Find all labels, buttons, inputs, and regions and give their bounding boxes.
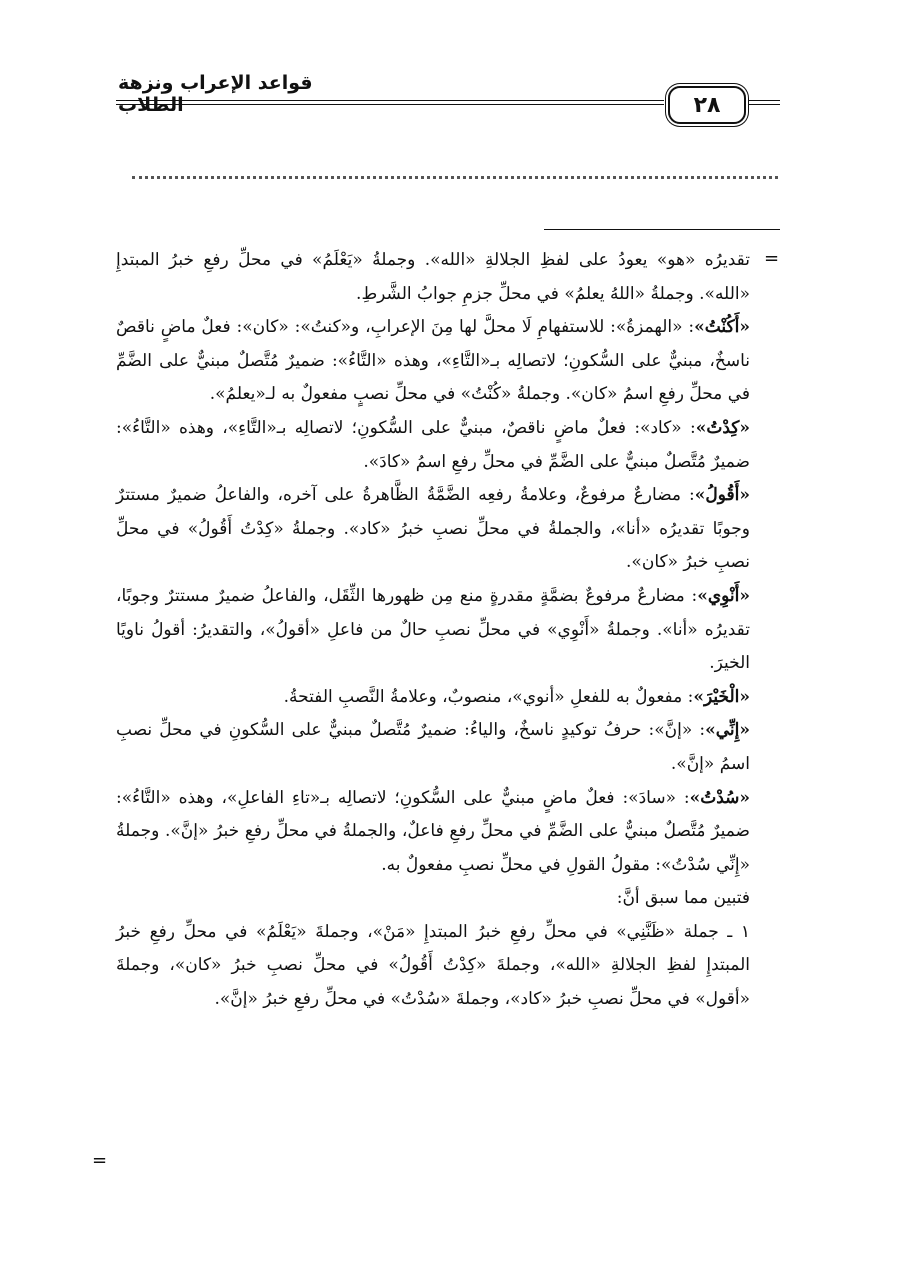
- paragraph: «إِنِّي»: «إنَّ»: حرفُ توكيدٍ ناسخٌ، والياءُ: ضميرٌ مُتَّصلٌ مبنيٌّ على السُّكونِ في محلِّ نصبِ اسمُ «إنَّ».: [116, 720, 750, 774]
- paragraph-lead: «كِدْتُ»: [695, 417, 750, 438]
- footnote-rule: [544, 229, 780, 230]
- header-rule-right-bottom: [748, 104, 780, 105]
- paragraph: تقديرُه «هو» يعودُ على لفظِ الجلالةِ «الله». وجملةُ «يَعْلَمُ» في محلِّ رفعِ خبرُ المبتدإِ «الله». وجملةُ «اللهُ يعلمُ» في محلِّ جزمِ جوابُ الشَّرطِ.: [116, 250, 750, 304]
- paragraph-lead: «إِنِّي»: [705, 720, 750, 741]
- paragraph: «أَقُولُ»: مضارعٌ مرفوعٌ، وعلامةُ رفعِه الضَّمَّةُ الظَّاهرةُ على آخره، والفاعلُ ضميرٌ مستترٌ وجوبًا تقديرُه «أنا»، والجملةُ في محلِّ نصبِ خبرُ «كاد». وجملةُ «كِدْتُ أَقُولُ» في محلِّ نصبِ خبرُ «كان».: [116, 485, 750, 573]
- paragraph-lead: «أَنْوِي»: [697, 585, 750, 606]
- paragraph-lead: «أَقُولُ»: [694, 485, 750, 506]
- paragraph-lead: «سُدْتُ»: [689, 787, 750, 808]
- book-title: قواعد الإعراب ونزهة الطلاب: [118, 72, 313, 116]
- continuation-mark-bottom: =: [92, 1150, 108, 1171]
- dotted-separator: [132, 176, 778, 179]
- paragraph: ١ ـ جملة «ظَنَّنِي» في محلِّ رفعِ خبرُ المبتدإِ «مَنْ»، وجملةَ «يَعْلَمُ» في محلِّ رفعِ خبرُ المبتدإِ لفظِ الجلالةِ «الله»، وجملةَ «كِدْتُ أَقُولُ» في محلِّ نصبِ خبرُ «كان»، وجملةَ «أقول» في محلِّ نصبِ خبرُ «كاد»، وجملةَ «سُدْتُ» في محلِّ رفعِ خبرُ «إنَّ».: [116, 921, 750, 1010]
- paragraph: فتبين مما سبق أنَّ:: [616, 888, 750, 909]
- header-rule-top: [116, 100, 664, 101]
- footnote-body: [116, 244, 750, 1017]
- continuation-mark-top: =: [764, 248, 780, 269]
- header-rule-bottom: [116, 104, 664, 105]
- paragraph: «الْخَيْرَ»: مفعولٌ به للفعلِ «أنوي»، منصوبٌ، وعلامةُ النَّصبِ الفتحةُ.: [283, 686, 750, 707]
- paragraph-lead: «أَكُنْتُ»: [694, 317, 750, 338]
- paragraph-lead: «الْخَيْرَ»: [693, 686, 750, 707]
- paragraph: «كِدْتُ»: «كاد»: فعلٌ ماضٍ ناقصٌ، مبنيٌّ على السُّكونِ؛ لاتصالِه بـ«التَّاءِ»، وهذه «التَّاءُ»: ضميرٌ مُتَّصلٌ مبنيٌّ على الضَّمِّ في محلِّ رفعِ اسمُ «كادَ».: [116, 417, 750, 472]
- paragraph: «سُدْتُ»: «سادَ»: فعلٌ ماضٍ مبنيٌّ على السُّكونِ؛ لاتصالِه بـ«تاءِ الفاعلِ»، وهذه «التَّاءُ»: ضميرٌ مُتَّصلٌ مبنيٌّ على الضَّمِّ في محلِّ رفعِ فاعلٌ، والجملةُ في محلِّ رفعِ خبرُ «إنَّ». وجملةُ «إِنِّي سُدْتُ»: مقولُ القولِ في محلِّ نصبِ مفعولٌ به.: [116, 787, 750, 875]
- paragraph: «أَنْوِي»: مضارعٌ مرفوعٌ بضمَّةٍ مقدرةٍ منع مِن ظهورها الثِّقَل، والفاعلُ ضميرٌ مستترٌ وجوبًا، تقديرُه «أنا». وجملةُ «أَنْوِي» في محلِّ نصبِ حالٌ من فاعلِ «أقولُ»، والتقديرُ: أقولُ ناويًا الخيرَ.: [116, 585, 750, 674]
- paragraph: «أَكُنْتُ»: «الهمزةُ»: للاستفهامِ لَا محلَّ لها مِنَ الإعرابِ، و«كنتُ»: «كان»: فعلٌ ماضٍ ناقصٌ ناسخٌ، مبنيٌّ على السُّكونِ؛ لاتصالِه بـ«التَّاءِ»، وهذه «التَّاءُ»: ضميرٌ مُتَّصلٌ مبنيٌّ على الضَّمِّ في محلِّ رفعِ اسمُ «كان». وجملةُ «كُنْتُ» في محلِّ نصبٍ مفعولٌ به لـ«يعلمُ».: [116, 317, 750, 405]
- header-rule-right-top: [748, 100, 780, 101]
- page-number: ٢٨: [668, 86, 746, 124]
